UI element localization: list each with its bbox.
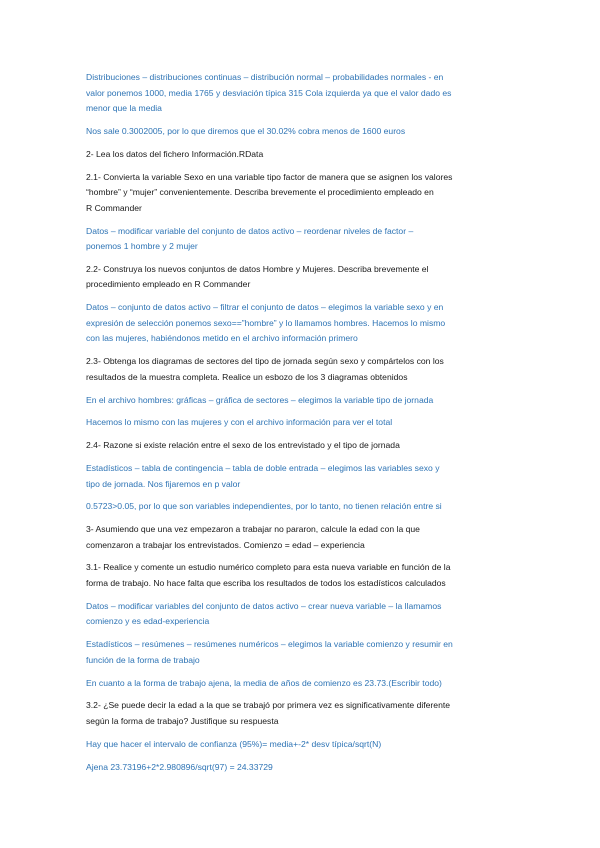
text-line: R Commander: [86, 202, 142, 213]
text-line: con las mujeres, habiéndonos metido en el archivo información primero: [86, 333, 358, 344]
text-line: “hombre” y “mujer” convenientemente. Describa brevemente el procedimiento empleado en: [86, 187, 434, 198]
text-line: resultados de la muestra completa. Realice un esbozo de los 3 diagramas obtenidos: [86, 371, 408, 382]
text-line: En el archivo hombres: gráficas – gráfica de sectores – elegimos la variable tipo de jornada: [86, 394, 434, 405]
text-line: 3- Asumiendo que una vez empezaron a trabajar no pararon, calcule la edad con la que: [86, 524, 420, 535]
question-paragraph: [86, 698, 518, 729]
answer-paragraph: [86, 737, 518, 753]
text-line: Hay que hacer el intervalo de confianza (95%)= media+-2* desv típica/sqrt(N): [86, 738, 382, 749]
answer-paragraph: [86, 70, 518, 117]
question-paragraph: [86, 262, 518, 293]
text-line: forma de trabajo. No hace falta que escriba los resultados de todos los estadísticos calculados: [86, 578, 446, 589]
text-line: Estadísticos – tabla de contingencia – tabla de doble entrada – elegimos las variables sexo y: [86, 462, 440, 473]
text-line: expresión de selección ponemos sexo==”hombre” y lo llamamos hombres. Hacemos lo mismo: [86, 317, 446, 328]
text-line: 3.2- ¿Se puede decir la edad a la que se trabajó por primera vez es significativamente diferente: [86, 700, 451, 711]
text-line: ponemos 1 hombre y 2 mujer: [86, 241, 198, 252]
answer-paragraph: [86, 499, 518, 515]
text-line: 2- Lea los datos del fichero Información.RData: [86, 148, 264, 159]
text-line: tipo de jornada. Nos fijaremos en p valor: [86, 478, 241, 489]
answer-paragraph: [86, 637, 518, 668]
answer-paragraph: [86, 300, 518, 347]
text-line: 2.4- Razone si existe relación entre el sexo de los entrevistado y el tipo de jornada: [86, 440, 400, 451]
text-line: Ajena 23.73196+2*2.980896/sqrt(97) = 24.33729: [86, 761, 273, 772]
question-paragraph: [86, 438, 518, 454]
text-line: 0.5723>0.05, por lo que son variables independientes, por lo tanto, no tienen relación entre si: [86, 501, 442, 512]
text-line: comenzaron a trabajar los entrevistados. Comienzo = edad – experiencia: [86, 539, 365, 550]
text-line: En cuanto a la forma de trabajo ajena, la media de años de comienzo es 23.73.(Escribir todo): [86, 677, 442, 688]
text-line: función de la forma de trabajo: [86, 654, 200, 665]
text-line: Hacemos lo mismo con las mujeres y con el archivo información para ver el total: [86, 417, 393, 428]
question-paragraph: [86, 560, 518, 591]
text-line: 2.2- Construya los nuevos conjuntos de datos Hombre y Mujeres. Describa brevemente el: [86, 263, 429, 274]
text-line: 2.1- Convierta la variable Sexo en una variable tipo factor de manera que se asignen los valores: [86, 171, 453, 182]
answer-paragraph: [86, 599, 518, 630]
document-body: [86, 70, 518, 782]
question-paragraph: [86, 354, 518, 385]
text-line: Distribuciones – distribuciones continuas – distribución normal – probabilidades normales - en: [86, 72, 444, 82]
text-line: comienzo y es edad-experiencia: [86, 616, 210, 627]
question-paragraph: [86, 170, 518, 217]
answer-paragraph: [86, 760, 518, 776]
answer-paragraph: [86, 224, 518, 255]
text-line: Datos – conjunto de datos activo – filtrar el conjunto de datos – elegimos la variable sexo y en: [86, 302, 444, 313]
question-paragraph: [86, 147, 518, 163]
text-line: Datos – modificar variables del conjunto de datos activo – crear nueva variable – la llamamos: [86, 600, 442, 611]
answer-paragraph: [86, 461, 518, 492]
text-line: menor que la media: [86, 103, 162, 114]
text-line: según la forma de trabajo? Justifique su respuesta: [86, 715, 279, 726]
text-line: Nos sale 0.3002005, por lo que diremos que el 30.02% cobra menos de 1600 euros: [86, 125, 406, 136]
text-line: 3.1- Realice y comente un estudio numérico completo para esta nueva variable en función de la: [86, 562, 451, 573]
text-line: Datos – modificar variable del conjunto de datos activo – reordenar niveles de factor –: [86, 225, 414, 236]
answer-paragraph: [86, 415, 518, 431]
answer-paragraph: [86, 124, 518, 140]
text-line: procedimiento empleado en R Commander: [86, 279, 251, 290]
answer-paragraph: [86, 393, 518, 409]
text-line: Estadísticos – resúmenes – resúmenes numéricos – elegimos la variable comienzo y resumir en: [86, 639, 453, 650]
text-line: valor ponemos 1000, media 1765 y desviación típica 315 Cola izquierda ya que el valor dado es: [86, 87, 452, 98]
text-line: 2.3- Obtenga los diagramas de sectores del tipo de jornada según sexo y compártelos con los: [86, 356, 444, 367]
answer-paragraph: [86, 676, 518, 692]
question-paragraph: [86, 522, 518, 553]
